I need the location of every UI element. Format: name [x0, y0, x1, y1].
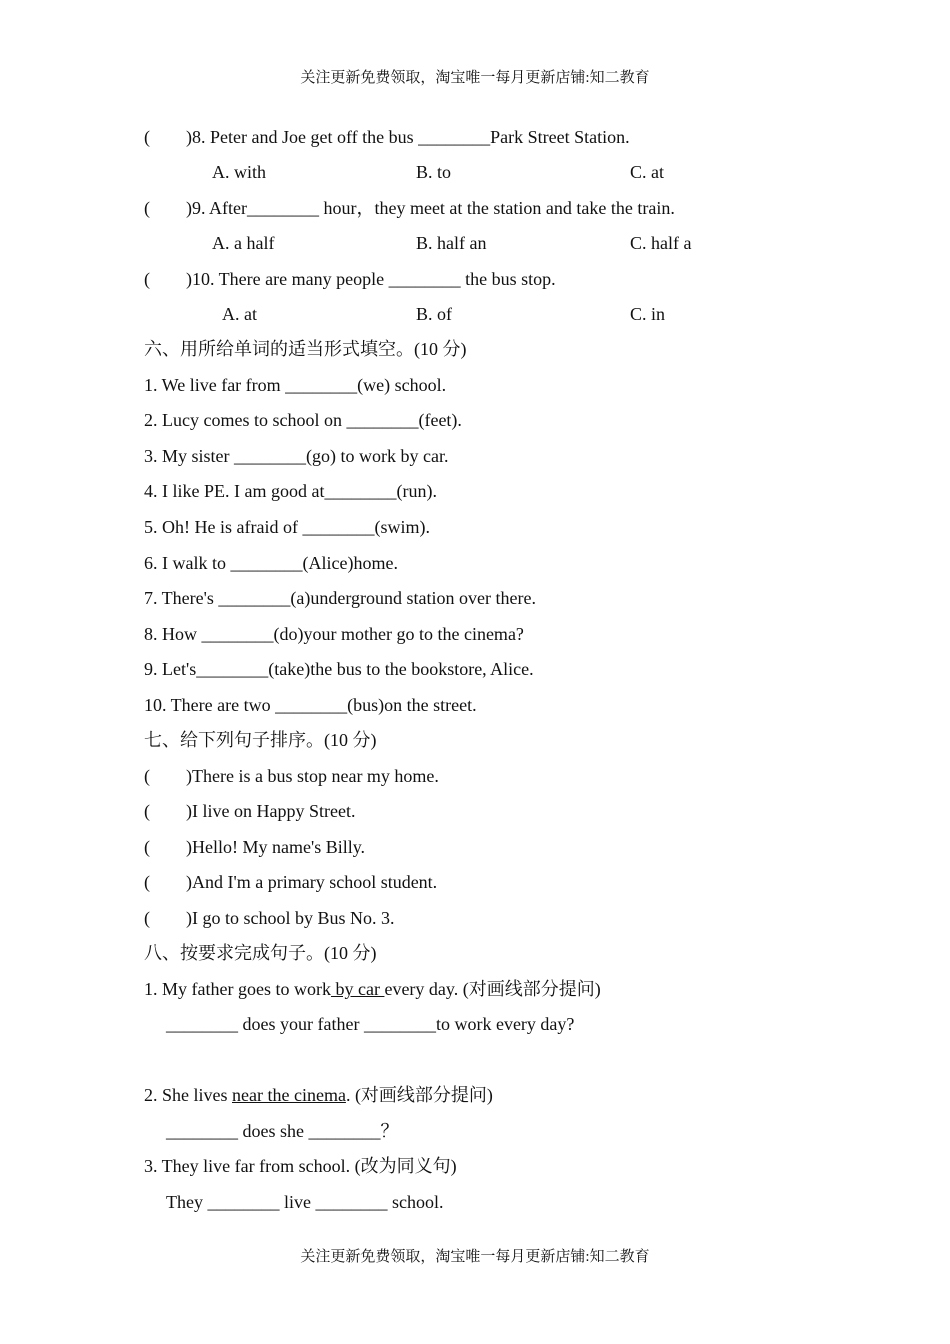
transform-q3-answer: They ________ live ________ school.: [166, 1192, 444, 1212]
transform-q2-post: . (对画线部分提问): [345, 1085, 493, 1105]
mc-9-option-b: B. half an: [416, 233, 487, 253]
transform-q1: [144, 978, 601, 1000]
order-item-4: ( )And I'm a primary school student.: [144, 872, 438, 892]
section-7-title: 七、给下列句子排序。(10 分): [144, 730, 377, 750]
mc-8-option-a: A. with: [212, 162, 266, 182]
mc-10-option-b: B. of: [416, 304, 452, 324]
order-item-5: ( )I go to school by Bus No. 3.: [144, 908, 395, 928]
order-item-1: ( )There is a bus stop near my home.: [144, 766, 439, 786]
transform-q3: 3. They live far from school. (改为同义句): [144, 1156, 457, 1176]
transform-q1-underlined: by car: [330, 979, 385, 999]
fill-item-9: 9. Let's________(take)the bus to the bookstore, Alice.: [144, 659, 534, 679]
mc-question-10: ( )10. There are many people ________ the bus stop.: [144, 269, 556, 289]
page-header: 关注更新免费领取，淘宝唯一每月更新店铺:知二教育: [300, 70, 650, 86]
mc-question-8: ( )8. Peter and Joe get off the bus ________Park Street Station.: [144, 127, 630, 147]
transform-q1-answer: ________ does your father ________to work every day?: [166, 1014, 575, 1034]
order-item-3: ( )Hello! My name's Billy.: [144, 837, 366, 857]
mc-10-option-c: C. in: [630, 304, 666, 324]
transform-q1-post: every day. (对画线部分提问): [384, 979, 601, 999]
section-6-title: 六、用所给单词的适当形式填空。(10 分): [144, 339, 467, 359]
fill-item-7: 7. There's ________(a)underground station over there.: [144, 588, 536, 608]
mc-question-9: ( )9. After________ hour，they meet at the station and take the train.: [144, 198, 675, 218]
fill-item-6: 6. I walk to ________(Alice)home.: [144, 553, 398, 573]
transform-q2-underlined: near the cinema: [232, 1085, 346, 1105]
fill-item-5: 5. Oh! He is afraid of ________(swim).: [144, 517, 430, 537]
fill-item-4: 4. I like PE. I am good at________(run).: [144, 481, 437, 501]
transform-q2-answer: ________ does she ________？: [166, 1121, 399, 1141]
fill-item-1: 1. We live far from ________(we) school.: [144, 375, 447, 395]
page-footer: 关注更新免费领取，淘宝唯一每月更新店铺:知二教育: [300, 1249, 650, 1265]
fill-item-3: 3. My sister ________(go) to work by car.: [144, 446, 449, 466]
transform-q2: [144, 1084, 493, 1106]
order-item-2: ( )I live on Happy Street.: [144, 801, 356, 821]
mc-8-option-c: C. at: [630, 162, 664, 182]
mc-8-option-b: B. to: [416, 162, 452, 182]
transform-q1-pre: 1. My father goes to work: [144, 979, 331, 999]
mc-9-option-c: C. half a: [630, 233, 692, 253]
mc-10-option-a: A. at: [222, 304, 257, 324]
mc-9-option-a: A. a half: [212, 233, 275, 253]
fill-item-2: 2. Lucy comes to school on ________(feet).: [144, 410, 462, 430]
fill-item-8: 8. How ________(do)your mother go to the cinema?: [144, 624, 524, 644]
section-8-title: 八、按要求完成句子。(10 分): [144, 943, 377, 963]
transform-q2-pre: 2. She lives: [144, 1085, 232, 1105]
fill-item-10: 10. There are two ________(bus)on the street.: [144, 695, 477, 715]
